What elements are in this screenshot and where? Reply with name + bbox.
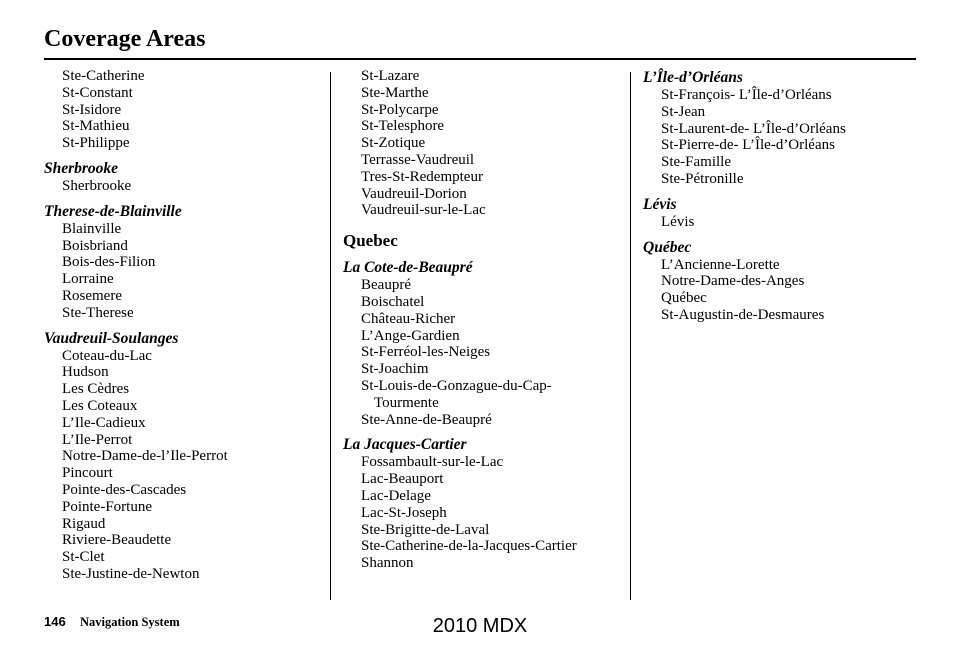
list-item: Pointe-des-Cascades — [62, 481, 187, 498]
list-item: St-Polycarpe — [361, 101, 439, 118]
list-item: Boischatel — [361, 293, 425, 310]
list-item: Ste-Therese — [62, 304, 134, 321]
watermark: 2010 MDX — [432, 615, 528, 637]
list-item: Coteau-du-Lac — [62, 347, 152, 364]
list-item: St-Isidore — [62, 101, 122, 118]
list-item: Château-Richer — [361, 310, 456, 327]
list-item: Rigaud — [62, 515, 106, 532]
list-item: Ste-Justine-de-Newton — [62, 565, 200, 582]
list-item: Ste-Famille — [661, 154, 731, 171]
region-heading: Sherbrooke — [44, 159, 119, 177]
list-item: St-Ferréol-les-Neiges — [361, 344, 491, 361]
column-1 — [44, 68, 326, 583]
list-item: Blainville — [62, 220, 122, 237]
list-item: St-Louis-de-Gonzague-du-Cap- — [361, 377, 552, 394]
title-rule — [44, 58, 916, 60]
list-item: Hudson — [62, 364, 109, 381]
list-item: Fossambault-sur-le-Lac — [361, 454, 504, 471]
list-item: Pointe-Fortune — [62, 498, 152, 515]
list-item: Lorraine — [62, 271, 114, 288]
list-item: St-Augustin-de-Desmaures — [661, 306, 825, 323]
list-item: Vaudreuil-sur-le-Lac — [361, 202, 486, 219]
list-item: St-François- L’Île-d’Orléans — [661, 87, 832, 103]
page-title: Coverage Areas — [44, 26, 206, 52]
list-item: Notre-Dame-de-l’Ile-Perrot — [62, 448, 228, 465]
list-item: Les Coteaux — [62, 397, 138, 414]
column-3 — [643, 68, 925, 324]
list-item: Lac-Beauport — [361, 471, 444, 488]
list-item: L’Ange-Gardien — [361, 327, 460, 344]
list-item-continuation: Tourmente — [374, 394, 439, 411]
list-item: Vaudreuil-Dorion — [361, 185, 467, 202]
list-item: Lévis — [661, 213, 695, 230]
column-divider — [630, 72, 631, 600]
list-item: L’Ile-Perrot — [62, 431, 133, 448]
list-item: St-Clet — [62, 549, 105, 566]
list-item: Les Cèdres — [62, 381, 130, 398]
list-item: Ste-Catherine-de-la-Jacques-Cartier — [361, 538, 577, 555]
list-item: St-Laurent-de- L’Île-d’Orléans — [661, 120, 846, 137]
list-item: Ste-Pétronille — [661, 170, 744, 187]
list-item: St-Joachim — [361, 361, 429, 378]
province-heading: Quebec — [343, 231, 398, 251]
list-item: Lac-St-Joseph — [361, 504, 447, 521]
list-item: Rosemere — [62, 287, 122, 304]
list-item: Ste-Catherine — [62, 68, 145, 84]
list-item: St-Telesphore — [361, 118, 445, 135]
list-item: St-Mathieu — [62, 118, 130, 135]
list-item: Notre-Dame-des-Anges — [661, 273, 805, 290]
list-item: St-Pierre-de- L’Île-d’Orléans — [661, 137, 835, 154]
list-item: St-Philippe — [62, 135, 130, 152]
list-item: Ste-Marthe — [361, 84, 429, 101]
list-item: Boisbriand — [62, 237, 128, 254]
list-item: St-Jean — [661, 103, 706, 120]
list-item: Shannon — [361, 555, 414, 572]
list-item: Ste-Anne-de-Beaupré — [361, 411, 492, 428]
list-item: Pincourt — [62, 465, 113, 482]
column-2 — [343, 68, 625, 572]
list-item: Ste-Brigitte-de-Laval — [361, 521, 490, 538]
continued-list — [44, 68, 326, 152]
footer-section-label: Navigation System — [80, 615, 180, 629]
list-item: Tres-St-Redempteur — [361, 168, 483, 185]
list-item: Terrasse-Vaudreuil — [361, 151, 475, 168]
region-heading: Québec — [643, 238, 692, 256]
region-heading: Lévis — [643, 195, 677, 213]
page-number: 146 — [44, 614, 66, 629]
list-item: St-Lazare — [361, 68, 420, 84]
region-heading: Therese-de-Blainville — [44, 202, 182, 220]
region-heading: La Jacques-Cartier — [343, 436, 467, 454]
region-heading: Vaudreuil-Soulanges — [44, 329, 179, 347]
list-item: St-Constant — [62, 84, 133, 101]
list-item: Beaupré — [361, 277, 411, 294]
list-item: Bois-des-Filion — [62, 254, 156, 271]
list-item: L’Ancienne-Lorette — [661, 256, 780, 273]
list-item: Québec — [661, 290, 707, 307]
region-heading: L’Île-d’Orléans — [643, 69, 743, 86]
list-item: Sherbrooke — [62, 177, 132, 194]
region-heading: La Cote-de-Beaupré — [343, 259, 473, 277]
list-item: Lac-Delage — [361, 487, 431, 504]
list-item: Riviere-Beaudette — [62, 532, 172, 549]
list-item: St-Zotique — [361, 135, 426, 152]
column-divider — [330, 72, 331, 600]
list-item: L’Ile-Cadieux — [62, 414, 146, 431]
